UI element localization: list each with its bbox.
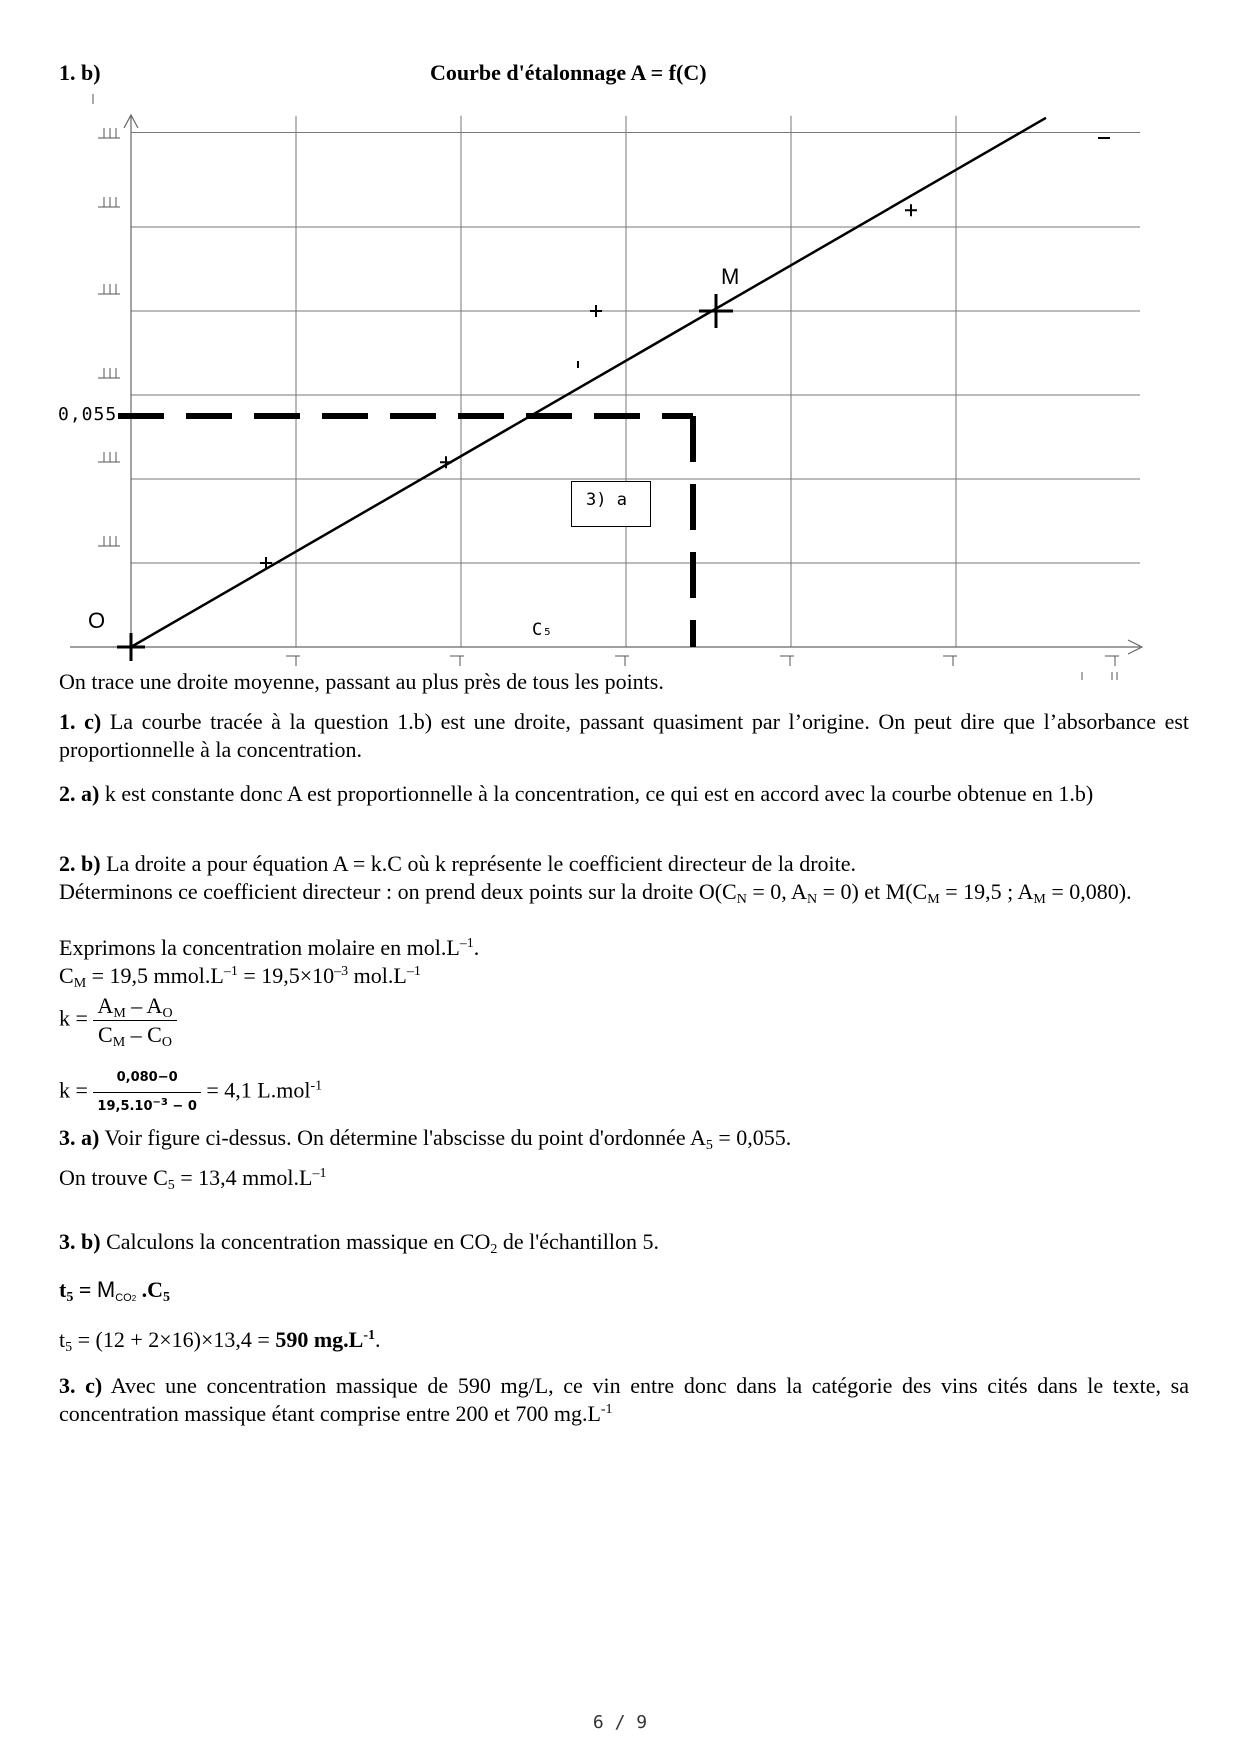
label-3a: 3. a): [59, 1125, 100, 1150]
t5-result: 590 mg.L: [275, 1327, 364, 1352]
text-3a: Voir figure ci-dessus. On détermine l'abscisse du point d'ordonnée A: [104, 1125, 706, 1150]
data-point: [905, 204, 917, 216]
y-tick-mark: [98, 284, 120, 294]
t5-calc: = (12 + 2×16)×13,4 =: [77, 1327, 270, 1352]
paragraph-3b: 3. b) Calculons la concentration massique en $CO_2$ de l'échantillon 5.: [59, 1229, 659, 1257]
k-numeric-fraction: $\frac{0,080-0}{19,5.10^{-3} - 0}$: [93, 1064, 200, 1121]
section-label: 1. b): [59, 60, 101, 85]
text-exprimons: Exprimons la concentration molaire en mol.L: [59, 935, 460, 960]
k-fraction: $\frac{A_M - A_O}{C_M - C_O}$: [93, 992, 176, 1049]
equation-t5-calc: $t_5 = (12 + 2\times 16)\times 13,4 = 590$ $mg.L^{-1}$.: [59, 1327, 381, 1355]
x-tick-mark: [1105, 656, 1119, 666]
question-box: 3) a: [571, 481, 651, 527]
text-3b-end: de l'échantillon 5.: [502, 1229, 659, 1254]
text-2b: La droite a pour équation A = k.C où k représente le coefficient directeur de la droite.: [106, 851, 857, 876]
point-m-label: M: [721, 264, 740, 289]
paragraph-exprimons: Exprimons la concentration molaire en $mol.L^{-1}$.: [59, 935, 480, 960]
text-c5-end: = 13,4 mmol.L: [180, 1165, 313, 1190]
text-c5: On trouve C: [59, 1165, 168, 1190]
chart-marks: [117, 118, 1110, 661]
paragraph-coefficient: Déterminons ce coefficient directeur : on prend deux points sur la droite $O(C_N = 0$, $A_N = 0$) et $M(C_M = 19,5$ ; $A_M = 0,080$).: [59, 879, 1132, 907]
text-1c: La courbe tracée à la question 1.b) est une droite, passant quasiment par l’origine. On peut dire que l’absorbance est proportionnelle à la concentration.: [59, 709, 1190, 762]
equation-cm: $C_M = 19,5$ $mmol.L^{-1} = 19,5\times 10^{-3}$ $mol.L^{-1}$: [59, 963, 421, 991]
x-tick-mark: [286, 656, 300, 666]
text-coefficient: Déterminons ce coefficient directeur : on prend deux points sur la droite: [59, 879, 694, 904]
origin-point: [117, 633, 145, 661]
paragraph-1c: [59, 708, 1189, 764]
y-tick-mark: [98, 452, 120, 462]
x-tick-mark: [780, 656, 794, 666]
regression-line: [131, 118, 1046, 647]
text-3c: Avec une concentration massique de 590 mg/L, ce vin entre donc dans la catégorie des vins cités dans le texte, sa concentration massique étant comprise entre 200 et 700 mg.L: [59, 1373, 1189, 1426]
cm-symbol: C: [59, 963, 74, 988]
point-m-marker: [699, 294, 733, 328]
t5-symbol: t: [59, 1277, 67, 1302]
y-tick-mark: [98, 197, 120, 207]
paragraph-3c: 3. c) Avec une concentration massique de 590 mg/L, ce vin entre donc dans la catégorie des vins cités dans le texte, sa concentration massique étant comprise entre 200 et 700 $mg.L^{-1}$: [59, 1373, 1189, 1426]
text-2a: k est constante donc A est proportionnelle à la concentration, ce qui est en accord avec la courbe obtenue en 1.b): [104, 781, 1094, 806]
paragraph-2a: [59, 780, 1189, 808]
calibration-chart: [0, 0, 1240, 690]
x-tick-mark: [450, 656, 464, 666]
paragraph-c5: On trouve $C_5 = 13,4$ $mmol.L^{-1}$: [59, 1165, 327, 1193]
label-3b: 3. b): [59, 1229, 101, 1254]
a5-tick-label: 0,055: [58, 404, 118, 425]
equation-k-formula: k = $\frac{A_M - A_O}{C_M - C_O}$: [59, 992, 1189, 1049]
label-2a: 2. a): [59, 781, 100, 806]
paragraph-3a: 3. a) Voir figure ci-dessus. On détermine l'abscisse du point d'ordonnée $A_5 = 0,055$.: [59, 1125, 792, 1153]
label-1c: 1. c): [59, 709, 102, 734]
y-tick-mark: [98, 536, 120, 546]
paragraph-trace: On trace une droite moyenne, passant au plus près de tous les points.: [59, 669, 664, 694]
k-result: = 4,1 L.mol: [206, 1077, 311, 1103]
y-tick-mark: [98, 128, 120, 138]
text-3a-end: = 0,055.: [718, 1125, 792, 1150]
label-2b: 2. b): [59, 851, 101, 876]
paragraph-2b: [59, 850, 1189, 878]
chart-title: Courbe d'étalonnage A = f(C): [430, 60, 707, 85]
equation-k-value: k = $\frac{0,080-0}{19,5.10^{-3} - 0}$ = 4,1 L.mol$^{-1}$: [59, 1064, 1189, 1121]
chart-ticks: [93, 94, 1119, 680]
equation-t5: $t_5 = M_{CO2}$ $.C_5$: [59, 1277, 171, 1305]
origin-label: O: [88, 608, 106, 633]
chart-axes: [70, 115, 1142, 655]
y-tick-mark: [98, 368, 120, 378]
text-3b: Calculons la concentration massique en CO: [106, 1229, 491, 1254]
x-tick-mark: [943, 656, 957, 666]
label-3c: 3. c): [59, 1373, 103, 1398]
page-number: 6 / 9: [592, 1712, 648, 1733]
x-tick-mark: [615, 656, 629, 666]
c5-tick-label: C₅: [532, 620, 553, 640]
chart-grid: [131, 116, 1140, 647]
data-point: [590, 305, 602, 317]
